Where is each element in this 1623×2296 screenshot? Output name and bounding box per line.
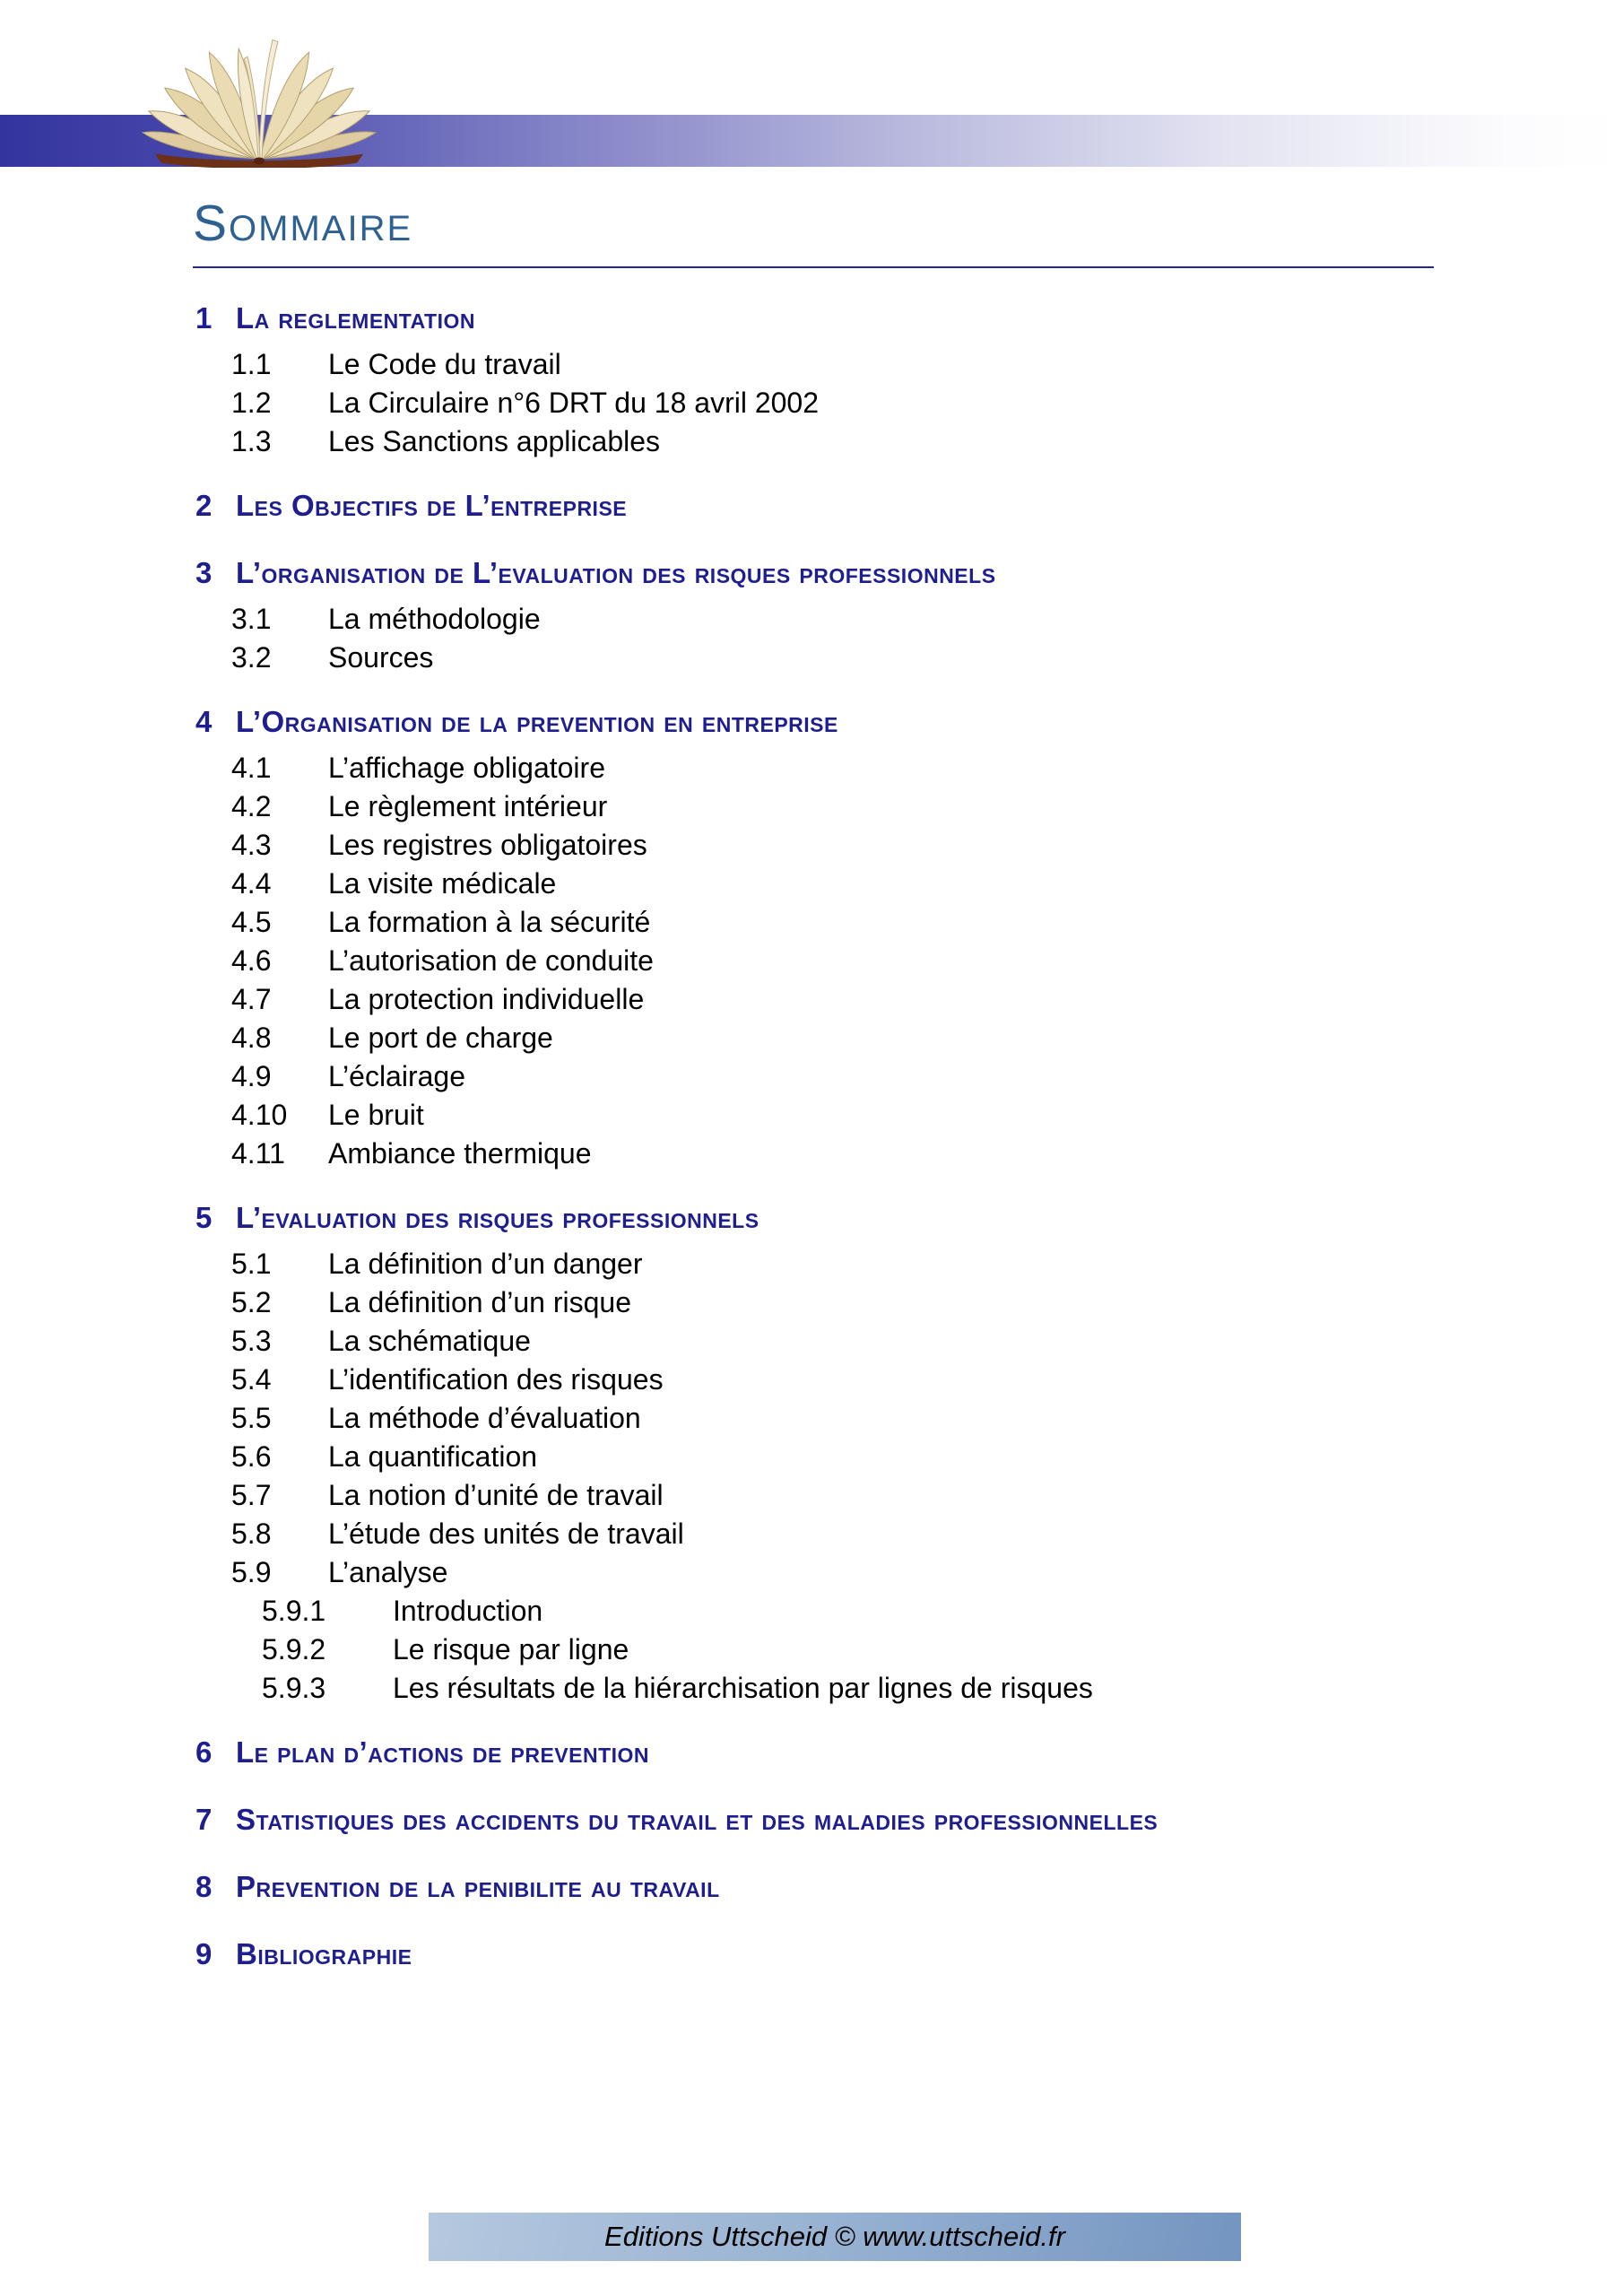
toc-entry-level-2: [0, 980, 1327, 1019]
title-divider: [193, 266, 1434, 268]
toc-entry-number: 4.8: [231, 1022, 272, 1054]
toc-entry-title: Statistiques des accidents du travail et des maladies professionnelles: [236, 1803, 1159, 1836]
toc-entry-title: La formation à la sécurité: [328, 906, 651, 938]
toc-entry-number: 5.9.2: [262, 1633, 326, 1665]
toc-entry-title: Les registres obligatoires: [328, 829, 647, 861]
toc: [0, 296, 1327, 1981]
toc-entry-number: 4.6: [231, 944, 272, 977]
toc-entry-level-2: [0, 345, 1327, 384]
toc-entry-number: 4.11: [231, 1137, 285, 1170]
toc-entry-level-2: [0, 749, 1327, 787]
toc-entry-level-2: [0, 1515, 1327, 1553]
toc-entry-title: L’identification des risques: [328, 1363, 664, 1396]
toc-entry-title: Les résultats de la hiérarchisation par lignes de risques: [393, 1672, 1093, 1704]
toc-entry-title: Ambiance thermique: [328, 1137, 592, 1170]
toc-entry-number: 9: [195, 1937, 213, 1970]
toc-entry-title: La méthode d’évaluation: [328, 1402, 641, 1434]
toc-entry-number: 2: [195, 489, 213, 522]
toc-entry-number: 5.1: [231, 1248, 272, 1280]
toc-entry-level-2: [0, 1096, 1327, 1135]
toc-entry-number: 5.6: [231, 1440, 272, 1473]
toc-entry-title: Sources: [328, 641, 434, 674]
toc-entry-number: 4.5: [231, 906, 272, 938]
toc-entry-number: 1: [195, 301, 213, 335]
toc-entry-title: La définition d’un risque: [328, 1286, 632, 1318]
toc-entry-level-2: [0, 600, 1327, 639]
toc-entry-number: 7: [195, 1803, 213, 1836]
toc-entry-title: Les Sanctions applicables: [328, 425, 661, 457]
toc-entry-level-2: [0, 865, 1327, 903]
toc-entry-level-1: [0, 1797, 1327, 1842]
toc-entry-number: 3.1: [231, 603, 272, 635]
toc-entry-number: 1.2: [231, 387, 272, 419]
toc-entry-level-2: [0, 1322, 1327, 1361]
toc-entry-title: L’Organisation de la prevention en entreprise: [236, 705, 838, 738]
toc-entry-title: Introduction: [393, 1595, 543, 1627]
toc-entry-level-2: [0, 942, 1327, 980]
toc-entry-title: L’affichage obligatoire: [328, 752, 605, 784]
toc-entry-number: 5.9.1: [262, 1595, 326, 1627]
toc-entry-title: Le risque par ligne: [393, 1633, 629, 1665]
toc-entry-number: 5.3: [231, 1325, 272, 1357]
toc-entry-level-2: [0, 422, 1327, 461]
toc-entry-number: 4.1: [231, 752, 272, 784]
toc-entry-number: 5.4: [231, 1363, 272, 1396]
toc-entry-level-2: [0, 1399, 1327, 1438]
toc-entry-number: 4.3: [231, 829, 272, 861]
toc-entry-number: 5.5: [231, 1402, 272, 1434]
toc-entry-title: L’organisation de L’evaluation des risques professionnels: [236, 556, 996, 589]
toc-entry-level-3: [0, 1592, 1327, 1631]
toc-entry-title: L’autorisation de conduite: [328, 944, 654, 977]
toc-entry-number: 4.4: [231, 867, 272, 900]
toc-entry-number: 3.2: [231, 641, 272, 674]
toc-entry-level-2: [0, 1438, 1327, 1476]
footer-text: Editions Uttscheid © www.uttscheid.fr: [604, 2221, 1065, 2252]
toc-entry-level-3: [0, 1669, 1327, 1708]
open-book-icon: [137, 29, 381, 168]
toc-entry-number: 5.7: [231, 1479, 272, 1511]
toc-entry-number: 4.2: [231, 790, 272, 822]
toc-entry-level-1: [0, 483, 1327, 528]
page-title: Sommaire: [193, 195, 413, 252]
toc-entry-number: 4.7: [231, 983, 272, 1015]
toc-entry-title: Le règlement intérieur: [328, 790, 608, 822]
toc-entry-level-1: [0, 1865, 1327, 1909]
toc-entry-number: 5.8: [231, 1518, 272, 1550]
toc-entry-number: 5: [195, 1201, 213, 1234]
toc-entry-title: La définition d’un danger: [328, 1248, 643, 1280]
toc-entry-title: Le port de charge: [328, 1022, 553, 1054]
toc-entry-title: La visite médicale: [328, 867, 557, 900]
toc-entry-number: 4.9: [231, 1060, 272, 1092]
toc-entry-number: 6: [195, 1735, 213, 1769]
toc-entry-level-2: [0, 1361, 1327, 1399]
toc-entry-title: Bibliographie: [236, 1937, 412, 1970]
toc-entry-title: Le plan d’actions de prevention: [236, 1735, 650, 1769]
toc-entry-level-1: [0, 700, 1327, 744]
toc-entry-number: 5.2: [231, 1286, 272, 1318]
toc-entry-title: Prevention de la penibilite au travail: [236, 1870, 720, 1903]
toc-entry-level-2: [0, 384, 1327, 422]
toc-entry-title: Le bruit: [328, 1099, 424, 1131]
toc-entry-number: 1.1: [231, 348, 272, 380]
toc-entry-title: L’étude des unités de travail: [328, 1518, 684, 1550]
toc-entry-level-2: [0, 1019, 1327, 1057]
toc-entry-level-3: [0, 1631, 1327, 1669]
toc-entry-number: 5.9.3: [262, 1672, 326, 1704]
toc-entry-title: La schématique: [328, 1325, 531, 1357]
toc-entry-level-2: [0, 1135, 1327, 1173]
toc-entry-level-2: [0, 903, 1327, 942]
toc-entry-title: La reglementation: [236, 301, 475, 335]
toc-entry-level-2: [0, 1283, 1327, 1322]
toc-entry-title: La protection individuelle: [328, 983, 645, 1015]
toc-entry-title: Le Code du travail: [328, 348, 561, 380]
toc-entry-level-2: [0, 639, 1327, 677]
toc-entry-number: 1.3: [231, 425, 272, 457]
toc-entry-title: La quantification: [328, 1440, 538, 1473]
footer-banner: [429, 2213, 1241, 2261]
toc-entry-level-2: [0, 826, 1327, 865]
toc-entry-level-2: [0, 787, 1327, 826]
toc-entry-title: La Circulaire n°6 DRT du 18 avril 2002: [328, 387, 820, 419]
toc-entry-level-2: [0, 1245, 1327, 1283]
toc-entry-title: La méthodologie: [328, 603, 541, 635]
toc-entry-level-1: [0, 551, 1327, 596]
toc-entry-number: 4.10: [231, 1099, 288, 1131]
toc-entry-title: Les Objectifs de L’entreprise: [236, 489, 628, 522]
toc-entry-level-1: [0, 1932, 1327, 1977]
toc-entry-number: 3: [195, 556, 213, 589]
toc-entry-level-1: [0, 1730, 1327, 1775]
toc-entry-number: 8: [195, 1870, 213, 1903]
toc-entry-number: 5.9: [231, 1556, 272, 1588]
toc-entry-title: La notion d’unité de travail: [328, 1479, 664, 1511]
toc-entry-level-2: [0, 1553, 1327, 1592]
toc-entry-title: L’evaluation des risques professionnels: [236, 1201, 759, 1234]
toc-entry-number: 4: [195, 705, 213, 738]
toc-entry-level-1: [0, 296, 1327, 341]
toc-entry-level-2: [0, 1057, 1327, 1096]
toc-entry-level-2: [0, 1476, 1327, 1515]
toc-entry-level-1: [0, 1196, 1327, 1240]
toc-entry-title: L’éclairage: [328, 1060, 465, 1092]
toc-entry-title: L’analyse: [328, 1556, 448, 1588]
